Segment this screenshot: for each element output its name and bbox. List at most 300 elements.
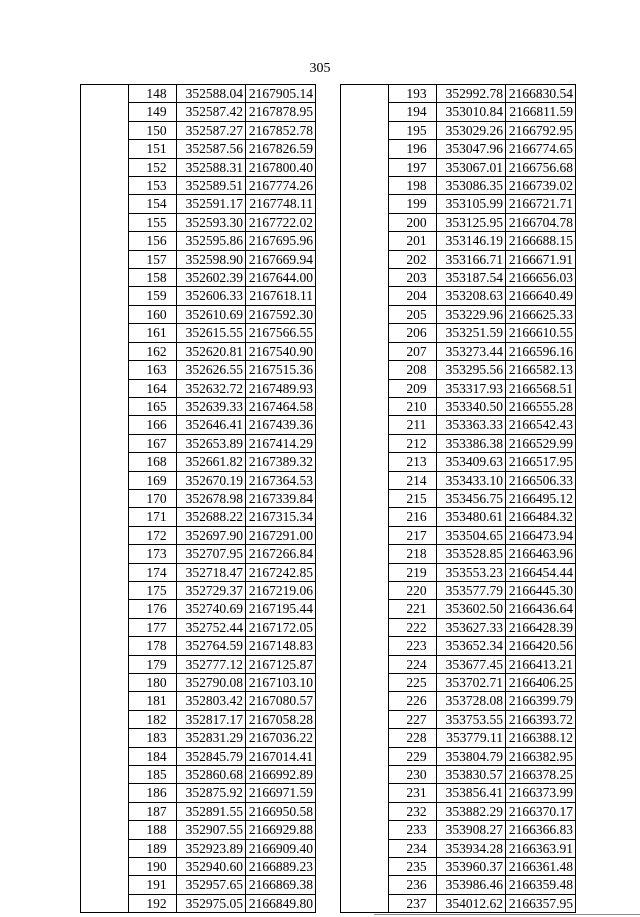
- table-row: [81, 232, 316, 250]
- point-number-cell: 203: [389, 269, 437, 287]
- x-coordinate-cell: 353146.19: [437, 232, 506, 250]
- point-number-cell: 189: [129, 839, 177, 857]
- y-coordinate-cell: 2166473.94: [506, 526, 576, 544]
- table-row: [81, 121, 316, 139]
- y-coordinate-cell: 2167014.41: [246, 747, 316, 765]
- point-number-cell: 164: [129, 379, 177, 397]
- y-coordinate-cell: 2166406.25: [506, 674, 576, 692]
- table-row: [81, 489, 316, 507]
- x-coordinate-cell: 353804.79: [437, 747, 506, 765]
- x-coordinate-cell: 353251.59: [437, 324, 506, 342]
- blank-cell: [81, 121, 129, 139]
- y-coordinate-cell: 2166596.16: [506, 342, 576, 360]
- y-coordinate-cell: 2166366.83: [506, 821, 576, 839]
- blank-cell: [81, 581, 129, 599]
- x-coordinate-cell: 353702.71: [437, 674, 506, 692]
- point-number-cell: 198: [389, 177, 437, 195]
- x-coordinate-cell: 353830.57: [437, 766, 506, 784]
- point-number-cell: 222: [389, 618, 437, 636]
- blank-cell: [81, 416, 129, 434]
- y-coordinate-cell: 2166382.95: [506, 747, 576, 765]
- point-number-cell: 211: [389, 416, 437, 434]
- x-coordinate-cell: 352653.89: [177, 434, 246, 452]
- table-row: [341, 747, 576, 765]
- x-coordinate-cell: 352940.60: [177, 858, 246, 876]
- point-number-cell: 181: [129, 692, 177, 710]
- point-number-cell: 192: [129, 894, 177, 912]
- y-coordinate-cell: 2166463.96: [506, 545, 576, 563]
- table-row: [341, 471, 576, 489]
- x-coordinate-cell: 352639.33: [177, 397, 246, 415]
- blank-cell: [81, 453, 129, 471]
- table-row: [81, 305, 316, 323]
- table-row: [341, 489, 576, 507]
- blank-cell: [341, 802, 389, 820]
- blank-cell: [81, 545, 129, 563]
- y-coordinate-cell: 2166506.33: [506, 471, 576, 489]
- x-coordinate-cell: 352646.41: [177, 416, 246, 434]
- x-coordinate-cell: 353166.71: [437, 250, 506, 268]
- point-number-cell: 169: [129, 471, 177, 489]
- y-coordinate-cell: 2167515.36: [246, 361, 316, 379]
- blank-cell: [341, 471, 389, 489]
- point-number-cell: 220: [389, 581, 437, 599]
- x-coordinate-cell: 352632.72: [177, 379, 246, 397]
- table-row: [341, 784, 576, 802]
- x-coordinate-cell: 353317.93: [437, 379, 506, 397]
- table-row: [341, 637, 576, 655]
- x-coordinate-cell: 352589.51: [177, 177, 246, 195]
- blank-cell: [81, 655, 129, 673]
- table-row: [341, 324, 576, 342]
- blank-cell: [81, 526, 129, 544]
- point-number-cell: 236: [389, 876, 437, 894]
- y-coordinate-cell: 2167489.93: [246, 379, 316, 397]
- point-number-cell: 207: [389, 342, 437, 360]
- point-number-cell: 175: [129, 581, 177, 599]
- y-coordinate-cell: 2167722.02: [246, 213, 316, 231]
- x-coordinate-cell: 353934.28: [437, 839, 506, 857]
- x-coordinate-cell: 352602.39: [177, 269, 246, 287]
- blank-cell: [81, 287, 129, 305]
- y-coordinate-cell: 2166361.48: [506, 858, 576, 876]
- point-number-cell: 210: [389, 397, 437, 415]
- blank-cell: [81, 766, 129, 784]
- point-number-cell: 216: [389, 508, 437, 526]
- table-row: [81, 324, 316, 342]
- y-coordinate-cell: 2166774.65: [506, 140, 576, 158]
- y-coordinate-cell: 2166370.17: [506, 802, 576, 820]
- table-row: [81, 103, 316, 121]
- blank-cell: [341, 416, 389, 434]
- table-row: [341, 305, 576, 323]
- blank-cell: [341, 618, 389, 636]
- blank-cell: [341, 674, 389, 692]
- blank-cell: [81, 158, 129, 176]
- y-coordinate-cell: 2167242.85: [246, 563, 316, 581]
- blank-cell: [341, 213, 389, 231]
- y-coordinate-cell: 2166849.80: [246, 894, 316, 912]
- table-row: [341, 121, 576, 139]
- blank-cell: [81, 747, 129, 765]
- point-number-cell: 150: [129, 121, 177, 139]
- table-row: [81, 287, 316, 305]
- y-coordinate-cell: 2166363.91: [506, 839, 576, 857]
- y-coordinate-cell: 2166721.71: [506, 195, 576, 213]
- point-number-cell: 158: [129, 269, 177, 287]
- x-coordinate-cell: 352588.04: [177, 85, 246, 103]
- point-number-cell: 178: [129, 637, 177, 655]
- table-row: [81, 158, 316, 176]
- y-coordinate-cell: 2166357.95: [506, 894, 576, 912]
- y-coordinate-cell: 2166992.89: [246, 766, 316, 784]
- y-coordinate-cell: 2167592.30: [246, 305, 316, 323]
- point-number-cell: 168: [129, 453, 177, 471]
- y-coordinate-cell: 2167852.78: [246, 121, 316, 139]
- point-number-cell: 201: [389, 232, 437, 250]
- x-coordinate-cell: 353105.99: [437, 195, 506, 213]
- y-coordinate-cell: 2166756.68: [506, 158, 576, 176]
- point-number-cell: 213: [389, 453, 437, 471]
- table-row: [81, 397, 316, 415]
- blank-cell: [341, 526, 389, 544]
- point-number-cell: 215: [389, 489, 437, 507]
- blank-cell: [341, 858, 389, 876]
- blank-cell: [81, 397, 129, 415]
- point-number-cell: 161: [129, 324, 177, 342]
- table-row: [81, 821, 316, 839]
- blank-cell: [81, 250, 129, 268]
- blank-cell: [81, 379, 129, 397]
- table-row: [341, 213, 576, 231]
- table-row: [341, 434, 576, 452]
- blank-cell: [81, 342, 129, 360]
- point-number-cell: 195: [389, 121, 437, 139]
- x-coordinate-cell: 353029.26: [437, 121, 506, 139]
- y-coordinate-cell: 2166436.64: [506, 600, 576, 618]
- x-coordinate-cell: 353627.33: [437, 618, 506, 636]
- table-row: [341, 140, 576, 158]
- blank-cell: [341, 379, 389, 397]
- x-coordinate-cell: 352907.55: [177, 821, 246, 839]
- blank-cell: [81, 177, 129, 195]
- point-number-cell: 233: [389, 821, 437, 839]
- x-coordinate-cell: 352591.17: [177, 195, 246, 213]
- x-coordinate-cell: 352615.55: [177, 324, 246, 342]
- y-coordinate-cell: 2166454.44: [506, 563, 576, 581]
- table-row: [341, 692, 576, 710]
- x-coordinate-cell: 353295.56: [437, 361, 506, 379]
- y-coordinate-cell: 2166445.30: [506, 581, 576, 599]
- x-coordinate-cell: 353047.96: [437, 140, 506, 158]
- x-coordinate-cell: 353553.23: [437, 563, 506, 581]
- table-row: [81, 416, 316, 434]
- point-number-cell: 176: [129, 600, 177, 618]
- blank-cell: [341, 177, 389, 195]
- table-row: [81, 434, 316, 452]
- x-coordinate-cell: 352790.08: [177, 674, 246, 692]
- y-coordinate-cell: 2166517.95: [506, 453, 576, 471]
- table-row: [341, 545, 576, 563]
- y-coordinate-cell: 2166399.79: [506, 692, 576, 710]
- x-coordinate-cell: 352875.92: [177, 784, 246, 802]
- y-coordinate-cell: 2167618.11: [246, 287, 316, 305]
- x-coordinate-cell: 353273.44: [437, 342, 506, 360]
- blank-cell: [341, 434, 389, 452]
- table-row: [341, 802, 576, 820]
- point-number-cell: 148: [129, 85, 177, 103]
- table-row: [81, 692, 316, 710]
- y-coordinate-cell: 2167195.44: [246, 600, 316, 618]
- x-coordinate-cell: 352957.65: [177, 876, 246, 894]
- table-row: [81, 361, 316, 379]
- y-coordinate-cell: 2166388.12: [506, 729, 576, 747]
- point-number-cell: 206: [389, 324, 437, 342]
- y-coordinate-cell: 2166428.39: [506, 618, 576, 636]
- blank-cell: [341, 103, 389, 121]
- x-coordinate-cell: 352817.17: [177, 710, 246, 728]
- x-coordinate-cell: 352891.55: [177, 802, 246, 820]
- blank-cell: [81, 858, 129, 876]
- y-coordinate-cell: 2166704.78: [506, 213, 576, 231]
- x-coordinate-cell: 352860.68: [177, 766, 246, 784]
- x-coordinate-cell: 353753.55: [437, 710, 506, 728]
- table-row: [81, 618, 316, 636]
- blank-cell: [341, 581, 389, 599]
- point-number-cell: 186: [129, 784, 177, 802]
- point-number-cell: 224: [389, 655, 437, 673]
- blank-cell: [341, 85, 389, 103]
- x-coordinate-cell: 353602.50: [437, 600, 506, 618]
- point-number-cell: 235: [389, 858, 437, 876]
- table-row: [341, 508, 576, 526]
- table-row: [341, 729, 576, 747]
- x-coordinate-cell: 353010.84: [437, 103, 506, 121]
- point-number-cell: 232: [389, 802, 437, 820]
- y-coordinate-cell: 2167148.83: [246, 637, 316, 655]
- x-coordinate-cell: 352729.37: [177, 581, 246, 599]
- table-row: [341, 287, 576, 305]
- y-coordinate-cell: 2167695.96: [246, 232, 316, 250]
- page-number: 305: [309, 61, 331, 76]
- x-coordinate-cell: 353363.33: [437, 416, 506, 434]
- table-row: [341, 269, 576, 287]
- table-row: [81, 85, 316, 103]
- x-coordinate-cell: 352661.82: [177, 453, 246, 471]
- table-row: [81, 269, 316, 287]
- table-row: [341, 839, 576, 857]
- coordinates-table-right: [340, 84, 576, 913]
- table-row: [341, 416, 576, 434]
- table-row: [341, 85, 576, 103]
- y-coordinate-cell: 2166582.13: [506, 361, 576, 379]
- blank-cell: [341, 637, 389, 655]
- blank-cell: [81, 600, 129, 618]
- table-row: [81, 526, 316, 544]
- point-number-cell: 197: [389, 158, 437, 176]
- y-coordinate-cell: 2166909.40: [246, 839, 316, 857]
- x-coordinate-cell: 353779.11: [437, 729, 506, 747]
- table-row: [81, 213, 316, 231]
- blank-cell: [341, 839, 389, 857]
- blank-cell: [341, 766, 389, 784]
- blank-cell: [341, 784, 389, 802]
- y-coordinate-cell: 2167826.59: [246, 140, 316, 158]
- y-coordinate-cell: 2166688.15: [506, 232, 576, 250]
- table-row: [81, 674, 316, 692]
- table-row: [81, 858, 316, 876]
- table-row: [81, 508, 316, 526]
- x-coordinate-cell: 352670.19: [177, 471, 246, 489]
- table-row: [341, 674, 576, 692]
- point-number-cell: 202: [389, 250, 437, 268]
- x-coordinate-cell: 352803.42: [177, 692, 246, 710]
- table-row: [341, 232, 576, 250]
- point-number-cell: 227: [389, 710, 437, 728]
- point-number-cell: 200: [389, 213, 437, 231]
- x-coordinate-cell: 353086.35: [437, 177, 506, 195]
- point-number-cell: 156: [129, 232, 177, 250]
- blank-cell: [341, 287, 389, 305]
- x-coordinate-cell: 353125.95: [437, 213, 506, 231]
- y-coordinate-cell: 2167414.29: [246, 434, 316, 452]
- point-number-cell: 159: [129, 287, 177, 305]
- y-coordinate-cell: 2166739.02: [506, 177, 576, 195]
- x-coordinate-cell: 354012.62: [437, 894, 506, 912]
- x-coordinate-cell: 353908.27: [437, 821, 506, 839]
- blank-cell: [341, 821, 389, 839]
- blank-cell: [81, 839, 129, 857]
- point-number-cell: 166: [129, 416, 177, 434]
- table-row: [341, 379, 576, 397]
- y-coordinate-cell: 2166656.03: [506, 269, 576, 287]
- y-coordinate-cell: 2166830.54: [506, 85, 576, 103]
- point-number-cell: 212: [389, 434, 437, 452]
- table-row: [341, 103, 576, 121]
- point-number-cell: 205: [389, 305, 437, 323]
- table-row: [81, 655, 316, 673]
- bottom-rule: [374, 914, 640, 915]
- blank-cell: [81, 489, 129, 507]
- point-number-cell: 184: [129, 747, 177, 765]
- y-coordinate-cell: 2167036.22: [246, 729, 316, 747]
- y-coordinate-cell: 2166413.21: [506, 655, 576, 673]
- y-coordinate-cell: 2167905.14: [246, 85, 316, 103]
- blank-cell: [341, 250, 389, 268]
- x-coordinate-cell: 352707.95: [177, 545, 246, 563]
- table-row: [81, 876, 316, 894]
- table-row: [341, 397, 576, 415]
- y-coordinate-cell: 2166495.12: [506, 489, 576, 507]
- table-row: [341, 710, 576, 728]
- table-row: [81, 453, 316, 471]
- x-coordinate-cell: 352587.56: [177, 140, 246, 158]
- point-number-cell: 217: [389, 526, 437, 544]
- blank-cell: [81, 563, 129, 581]
- x-coordinate-cell: 352740.69: [177, 600, 246, 618]
- point-number-cell: 163: [129, 361, 177, 379]
- point-number-cell: 219: [389, 563, 437, 581]
- y-coordinate-cell: 2167172.05: [246, 618, 316, 636]
- blank-cell: [81, 692, 129, 710]
- x-coordinate-cell: 352752.44: [177, 618, 246, 636]
- y-coordinate-cell: 2166950.58: [246, 802, 316, 820]
- point-number-cell: 173: [129, 545, 177, 563]
- blank-cell: [81, 434, 129, 452]
- y-coordinate-cell: 2167080.57: [246, 692, 316, 710]
- y-coordinate-cell: 2167748.11: [246, 195, 316, 213]
- coordinates-table-left: [80, 84, 316, 913]
- y-coordinate-cell: 2166792.95: [506, 121, 576, 139]
- point-number-cell: 194: [389, 103, 437, 121]
- table-row: [81, 342, 316, 360]
- blank-cell: [341, 563, 389, 581]
- y-coordinate-cell: 2167464.58: [246, 397, 316, 415]
- point-number-cell: 204: [389, 287, 437, 305]
- blank-cell: [81, 802, 129, 820]
- blank-cell: [341, 692, 389, 710]
- table-row: [81, 710, 316, 728]
- point-number-cell: 180: [129, 674, 177, 692]
- y-coordinate-cell: 2167566.55: [246, 324, 316, 342]
- x-coordinate-cell: 353340.50: [437, 397, 506, 415]
- table-row: [81, 784, 316, 802]
- blank-cell: [81, 471, 129, 489]
- y-coordinate-cell: 2167339.84: [246, 489, 316, 507]
- y-coordinate-cell: 2166889.23: [246, 858, 316, 876]
- blank-cell: [341, 121, 389, 139]
- x-coordinate-cell: 352595.86: [177, 232, 246, 250]
- blank-cell: [81, 710, 129, 728]
- point-number-cell: 157: [129, 250, 177, 268]
- blank-cell: [81, 361, 129, 379]
- y-coordinate-cell: 2167878.95: [246, 103, 316, 121]
- y-coordinate-cell: 2166869.38: [246, 876, 316, 894]
- y-coordinate-cell: 2166929.88: [246, 821, 316, 839]
- y-coordinate-cell: 2167669.94: [246, 250, 316, 268]
- blank-cell: [81, 821, 129, 839]
- table-row: [81, 379, 316, 397]
- blank-cell: [341, 361, 389, 379]
- y-coordinate-cell: 2166610.55: [506, 324, 576, 342]
- table-row: [341, 195, 576, 213]
- point-number-cell: 190: [129, 858, 177, 876]
- point-number-cell: 182: [129, 710, 177, 728]
- x-coordinate-cell: 353433.10: [437, 471, 506, 489]
- blank-cell: [81, 324, 129, 342]
- x-coordinate-cell: 353229.96: [437, 305, 506, 323]
- blank-cell: [341, 489, 389, 507]
- x-coordinate-cell: 352587.42: [177, 103, 246, 121]
- blank-cell: [81, 103, 129, 121]
- y-coordinate-cell: 2167800.40: [246, 158, 316, 176]
- blank-cell: [341, 747, 389, 765]
- blank-cell: [341, 894, 389, 912]
- x-coordinate-cell: 352598.90: [177, 250, 246, 268]
- blank-cell: [341, 600, 389, 618]
- table-row: [341, 821, 576, 839]
- y-coordinate-cell: 2166373.99: [506, 784, 576, 802]
- y-coordinate-cell: 2166971.59: [246, 784, 316, 802]
- point-number-cell: 230: [389, 766, 437, 784]
- x-coordinate-cell: 352626.55: [177, 361, 246, 379]
- table-row: [81, 140, 316, 158]
- blank-cell: [341, 305, 389, 323]
- point-number-cell: 165: [129, 397, 177, 415]
- blank-cell: [81, 305, 129, 323]
- y-coordinate-cell: 2166359.48: [506, 876, 576, 894]
- table-row: [341, 361, 576, 379]
